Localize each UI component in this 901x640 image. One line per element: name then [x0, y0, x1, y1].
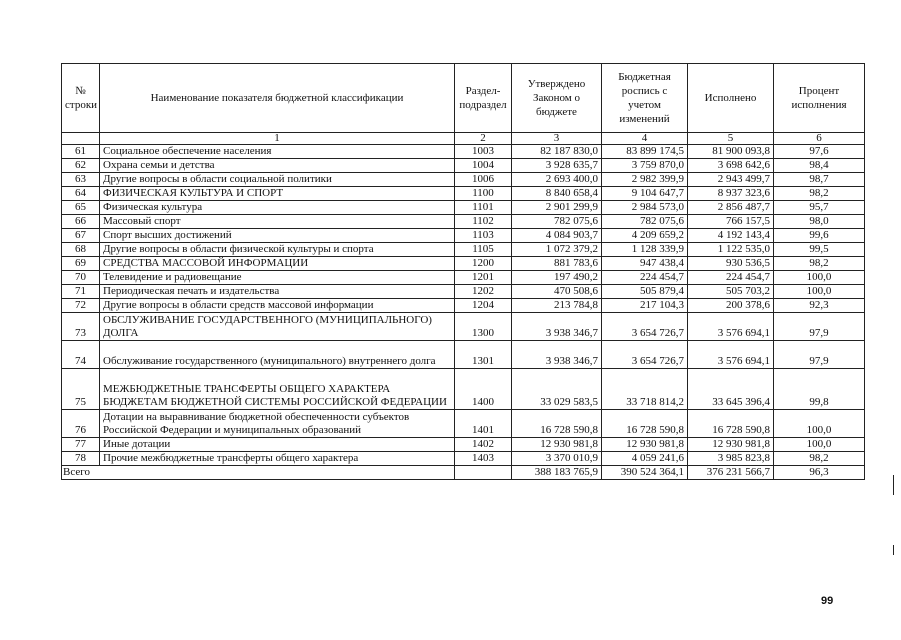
schedule-amount: 16 728 590,8	[602, 410, 688, 438]
schedule-amount: 3 654 726,7	[602, 313, 688, 341]
row-number: 78	[62, 452, 100, 466]
executed-amount: 200 378,6	[688, 299, 774, 313]
schedule-amount: 3 654 726,7	[602, 341, 688, 369]
total-percent: 96,3	[774, 466, 865, 480]
row-number: 64	[62, 187, 100, 201]
execution-percent: 100,0	[774, 285, 865, 299]
column-index-cell: 2	[455, 133, 512, 145]
table-row	[62, 299, 865, 313]
indicator-name: Дотации на выравнивание бюджетной обеспеченности субъектов Российской Федерации и муниципальных образований	[100, 410, 455, 438]
page-number: 99	[821, 595, 834, 607]
section-code: 1100	[455, 187, 512, 201]
schedule-amount: 33 718 814,2	[602, 369, 688, 410]
approved-amount: 1 072 379,2	[512, 243, 602, 257]
approved-amount: 782 075,6	[512, 215, 602, 229]
schedule-amount: 947 438,4	[602, 257, 688, 271]
header-section-code: Раздел-подраздел	[455, 64, 512, 133]
approved-amount: 213 784,8	[512, 299, 602, 313]
executed-amount: 505 703,2	[688, 285, 774, 299]
header-approved: Утверждено Законом о бюджете	[512, 64, 602, 133]
total-executed: 376 231 566,7	[688, 466, 774, 480]
budget-execution-table	[61, 63, 865, 480]
schedule-amount: 3 759 870,0	[602, 159, 688, 173]
approved-amount: 3 938 346,7	[512, 313, 602, 341]
executed-amount: 1 122 535,0	[688, 243, 774, 257]
table-row	[62, 341, 865, 369]
column-index-cell: 1	[100, 133, 455, 145]
executed-amount: 2 856 487,7	[688, 201, 774, 215]
row-number: 67	[62, 229, 100, 243]
execution-percent: 97,9	[774, 313, 865, 341]
section-code: 1103	[455, 229, 512, 243]
row-number: 77	[62, 438, 100, 452]
indicator-name: Обслуживание государственного (муниципального) внутреннего долга	[100, 341, 455, 369]
executed-amount: 33 645 396,4	[688, 369, 774, 410]
approved-amount: 470 508,6	[512, 285, 602, 299]
table-body	[62, 145, 865, 480]
schedule-amount: 83 899 174,5	[602, 145, 688, 159]
approved-amount: 197 490,2	[512, 271, 602, 285]
execution-percent: 97,6	[774, 145, 865, 159]
indicator-name: Другие вопросы в области средств массовой информации	[100, 299, 455, 313]
indicator-name: Социальное обеспечение населения	[100, 145, 455, 159]
table-row	[62, 369, 865, 410]
row-number: 62	[62, 159, 100, 173]
execution-percent: 98,2	[774, 257, 865, 271]
approved-amount: 33 029 583,5	[512, 369, 602, 410]
executed-amount: 224 454,7	[688, 271, 774, 285]
scan-edge-mark	[893, 545, 894, 555]
row-number: 69	[62, 257, 100, 271]
row-number: 72	[62, 299, 100, 313]
section-code: 1403	[455, 452, 512, 466]
approved-amount: 3 938 346,7	[512, 341, 602, 369]
header-row-number: № строки	[62, 64, 100, 133]
execution-percent: 98,2	[774, 187, 865, 201]
indicator-name: СРЕДСТВА МАССОВОЙ ИНФОРМАЦИИ	[100, 257, 455, 271]
indicator-name: Периодическая печать и издательства	[100, 285, 455, 299]
header-budget-schedule: Бюджетная роспись с учетом изменений	[602, 64, 688, 133]
header-executed: Исполнено	[688, 64, 774, 133]
section-code: 1105	[455, 243, 512, 257]
table-row	[62, 257, 865, 271]
schedule-amount: 1 128 339,9	[602, 243, 688, 257]
approved-amount: 2 693 400,0	[512, 173, 602, 187]
schedule-amount: 217 104,3	[602, 299, 688, 313]
section-code: 1004	[455, 159, 512, 173]
execution-percent: 97,9	[774, 341, 865, 369]
approved-amount: 2 901 299,9	[512, 201, 602, 215]
table-row	[62, 438, 865, 452]
section-code: 1202	[455, 285, 512, 299]
table-row	[62, 313, 865, 341]
header-percent: Процент исполнения	[774, 64, 865, 133]
indicator-name: Иные дотации	[100, 438, 455, 452]
executed-amount: 3 576 694,1	[688, 313, 774, 341]
row-number: 76	[62, 410, 100, 438]
execution-percent: 92,3	[774, 299, 865, 313]
table-row	[62, 159, 865, 173]
approved-amount: 3 928 635,7	[512, 159, 602, 173]
row-number: 75	[62, 369, 100, 410]
section-code: 1102	[455, 215, 512, 229]
execution-percent: 98,0	[774, 215, 865, 229]
approved-amount: 881 783,6	[512, 257, 602, 271]
approved-amount: 3 370 010,9	[512, 452, 602, 466]
scan-edge-mark	[893, 475, 894, 495]
schedule-amount: 9 104 647,7	[602, 187, 688, 201]
column-index-cell: 5	[688, 133, 774, 145]
section-code: 1401	[455, 410, 512, 438]
approved-amount: 12 930 981,8	[512, 438, 602, 452]
schedule-amount: 505 879,4	[602, 285, 688, 299]
executed-amount: 16 728 590,8	[688, 410, 774, 438]
row-number: 73	[62, 313, 100, 341]
row-number: 68	[62, 243, 100, 257]
section-code: 1301	[455, 341, 512, 369]
execution-percent: 100,0	[774, 410, 865, 438]
row-number: 71	[62, 285, 100, 299]
approved-amount: 82 187 830,0	[512, 145, 602, 159]
execution-percent: 99,6	[774, 229, 865, 243]
schedule-amount: 4 209 659,2	[602, 229, 688, 243]
column-index-cell: 4	[602, 133, 688, 145]
table-row	[62, 243, 865, 257]
column-index-row	[62, 133, 865, 145]
section-code: 1400	[455, 369, 512, 410]
executed-amount: 2 943 499,7	[688, 173, 774, 187]
header-indicator-name: Наименование показателя бюджетной классификации	[100, 64, 455, 133]
row-number: 63	[62, 173, 100, 187]
table-row	[62, 271, 865, 285]
section-code: 1101	[455, 201, 512, 215]
approved-amount: 16 728 590,8	[512, 410, 602, 438]
row-number: 66	[62, 215, 100, 229]
execution-percent: 100,0	[774, 271, 865, 285]
executed-amount: 3 576 694,1	[688, 341, 774, 369]
indicator-name: Массовый спорт	[100, 215, 455, 229]
executed-amount: 12 930 981,8	[688, 438, 774, 452]
execution-percent: 99,5	[774, 243, 865, 257]
schedule-amount: 4 059 241,6	[602, 452, 688, 466]
total-section-code	[455, 466, 512, 480]
indicator-name: Охрана семьи и детства	[100, 159, 455, 173]
execution-percent: 98,7	[774, 173, 865, 187]
executed-amount: 3 698 642,6	[688, 159, 774, 173]
table-row	[62, 201, 865, 215]
row-number: 61	[62, 145, 100, 159]
indicator-name: ОБСЛУЖИВАНИЕ ГОСУДАРСТВЕННОГО (МУНИЦИПАЛЬНОГО) ДОЛГА	[100, 313, 455, 341]
indicator-name: Другие вопросы в области физической культуры и спорта	[100, 243, 455, 257]
table-row	[62, 215, 865, 229]
column-index-cell: 3	[512, 133, 602, 145]
indicator-name: МЕЖБЮДЖЕТНЫЕ ТРАНСФЕРТЫ ОБЩЕГО ХАРАКТЕРА БЮДЖЕТАМ БЮДЖЕТНОЙ СИСТЕМЫ РОССИЙСКОЙ ФЕДЕРАЦИИ	[100, 369, 455, 410]
section-code: 1300	[455, 313, 512, 341]
executed-amount: 766 157,5	[688, 215, 774, 229]
indicator-name: Телевидение и радиовещание	[100, 271, 455, 285]
table-row	[62, 229, 865, 243]
table-row	[62, 452, 865, 466]
execution-percent: 98,2	[774, 452, 865, 466]
total-label: Всего	[62, 466, 455, 480]
indicator-name: ФИЗИЧЕСКАЯ КУЛЬТУРА И СПОРТ	[100, 187, 455, 201]
execution-percent: 95,7	[774, 201, 865, 215]
table-row	[62, 187, 865, 201]
section-code: 1204	[455, 299, 512, 313]
header-row	[62, 64, 865, 133]
executed-amount: 81 900 093,8	[688, 145, 774, 159]
indicator-name: Спорт высших достижений	[100, 229, 455, 243]
table-row	[62, 285, 865, 299]
execution-percent: 98,4	[774, 159, 865, 173]
column-index-blank	[62, 133, 100, 145]
indicator-name: Прочие межбюджетные трансферты общего характера	[100, 452, 455, 466]
schedule-amount: 2 984 573,0	[602, 201, 688, 215]
execution-percent: 99,8	[774, 369, 865, 410]
executed-amount: 4 192 143,4	[688, 229, 774, 243]
schedule-amount: 2 982 399,9	[602, 173, 688, 187]
total-schedule: 390 524 364,1	[602, 466, 688, 480]
table-row	[62, 410, 865, 438]
total-approved: 388 183 765,9	[512, 466, 602, 480]
table-row	[62, 173, 865, 187]
row-number: 74	[62, 341, 100, 369]
schedule-amount: 782 075,6	[602, 215, 688, 229]
execution-percent: 100,0	[774, 438, 865, 452]
approved-amount: 8 840 658,4	[512, 187, 602, 201]
schedule-amount: 224 454,7	[602, 271, 688, 285]
section-code: 1200	[455, 257, 512, 271]
executed-amount: 3 985 823,8	[688, 452, 774, 466]
indicator-name: Физическая культура	[100, 201, 455, 215]
executed-amount: 8 937 323,6	[688, 187, 774, 201]
row-number: 65	[62, 201, 100, 215]
executed-amount: 930 536,5	[688, 257, 774, 271]
column-index-cell: 6	[774, 133, 865, 145]
indicator-name: Другие вопросы в области социальной политики	[100, 173, 455, 187]
section-code: 1402	[455, 438, 512, 452]
section-code: 1201	[455, 271, 512, 285]
row-number: 70	[62, 271, 100, 285]
total-row	[62, 466, 865, 480]
table-row	[62, 145, 865, 159]
approved-amount: 4 084 903,7	[512, 229, 602, 243]
schedule-amount: 12 930 981,8	[602, 438, 688, 452]
section-code: 1003	[455, 145, 512, 159]
section-code: 1006	[455, 173, 512, 187]
